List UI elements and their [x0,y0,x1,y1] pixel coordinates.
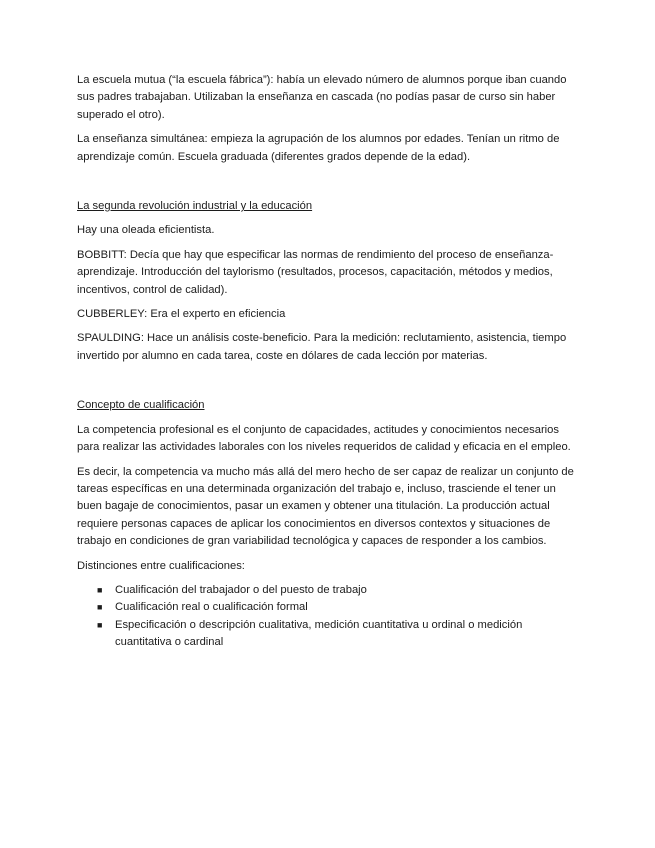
list-item [77,582,580,599]
paragraph-oleada: Hay una oleada eficientista. [77,224,215,237]
paragraph-competencia: La competencia profesional es el conjunto de capacidades, actitudes y conocimientos necesarios para realizar las actividades laborales con los niveles requeridos de calidad y eficacia en el empleo. [77,423,571,454]
square-bullet-icon: ■ [97,602,103,613]
list-item-text: Cualificación del trabajador o del puesto de trabajo [115,583,367,596]
section-spacer [77,372,580,397]
paragraph-distinciones: Distinciones entre cualificaciones: [77,559,245,572]
bullet-list [77,582,580,652]
section-spacer [77,173,580,198]
paragraph-escuela-mutua: La escuela mutua (“la escuela fábrica”): había un elevado número de alumnos porque iban cuando sus padres trabajaban. Utilizaban la enseñanza en cascada (no podías pasar de curso sin haber superado el otro). [77,74,567,121]
list-item-text: Cualificación real o cualificación formal [115,601,308,614]
paragraph-cubberley: CUBBERLEY: Era el experto en eficiencia [77,308,286,321]
square-bullet-icon: ■ [97,619,103,630]
section-heading-cualificacion: Concepto de cualificación [77,399,205,412]
paragraph-bobbitt: BOBBITT: Decía que hay que especificar las normas de rendimiento del proceso de enseñanza-aprendizaje. Introducción del taylorismo (resultados, procesos, capacitación, métodos y medios, incentivos, control de calidad). [77,248,554,296]
paragraph-ensenanza-simultanea: La enseñanza simultánea: empieza la agrupación de los alumnos por edades. Tenían un ritmo de aprendizaje común. Escuela graduada (diferentes grados depende de la edad). [77,133,560,163]
paragraph-spaulding: SPAULDING: Hace un análisis coste-beneficio. Para la medición: reclutamiento, asistencia, tiempo invertido por alumno en cada tarea, coste en dólares de cada lección por materias. [77,332,567,362]
square-bullet-icon: ■ [97,584,103,595]
paragraph-es-decir: Es decir, la competencia va mucho más allá del mero hecho de ser capaz de realizar un conjunto de tareas específicas en una determinada organización del trabajo e, incluso, trasciende el tener un buen bagaje de conocimientos, pasar un examen y obtener una titulación. La producción actual requiere personas capaces de aplicar los conocimientos en diversos contextos y situaciones de trabajo en condiciones de gran variabilidad tecnológica y capaces de responder a los cambios. [77,465,574,548]
list-item [77,599,580,616]
section-heading-revolucion: La segunda revolución industrial y la educación [77,200,313,213]
list-item-text: Especificación o descripción cualitativa, medición cuantitativa u ordinal o medición cuantitativa o cardinal [115,618,523,649]
document-page [77,72,580,652]
list-item [77,617,580,652]
